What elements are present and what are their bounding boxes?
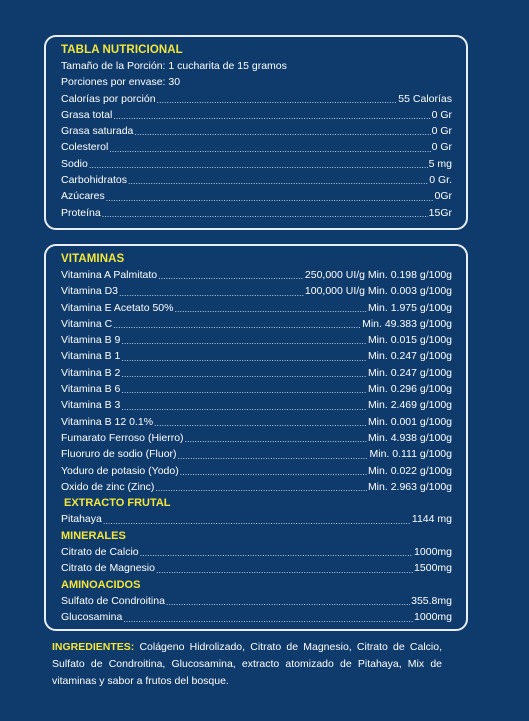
vitamin-row-label: Vitamina B 9 <box>61 334 121 347</box>
dot-leader <box>121 334 367 348</box>
vitamin-row-value: Min. 0.247 g/100g <box>367 366 452 379</box>
servings-per-container: Porciones por envase: 30 <box>61 76 181 89</box>
dot-leader <box>128 174 428 188</box>
nutrition-row-label: Grasa total <box>61 108 113 121</box>
vitamins-title: VITAMINAS <box>61 253 125 265</box>
vitamin-row <box>61 332 452 348</box>
mineral-row <box>61 544 452 560</box>
vitamin-row-value: Min. 0.001 g/100g <box>367 415 452 428</box>
dot-leader <box>180 465 367 479</box>
vitamin-row <box>61 414 452 430</box>
amino-acid-row <box>61 593 452 609</box>
nutrition-row <box>61 123 452 139</box>
nutrition-row-value: 55 Calorías <box>398 92 452 105</box>
dot-leader <box>113 109 430 123</box>
vitamin-row-value: 250,000 UI/g Min. 0.198 g/100g <box>304 269 452 281</box>
dot-leader <box>134 125 430 139</box>
amino-acid-row-label: Sulfato de Condroitina <box>61 594 165 607</box>
amino-acid-row <box>61 609 452 625</box>
vitamin-row-value: Min. 2.963 g/100g <box>367 480 452 493</box>
mineral-row-value: 1500mg <box>414 562 452 575</box>
vitamin-row-label: Vitamina B 6 <box>61 383 121 396</box>
nutrition-row <box>61 91 452 107</box>
mineral-rows <box>61 544 452 577</box>
vitamin-row-label: Yoduro de potasio (Yodo) <box>61 464 179 477</box>
vitamin-row <box>61 267 452 283</box>
dot-leader <box>113 318 361 332</box>
nutrition-row-value: 0 Gr <box>431 141 452 154</box>
nutrition-row <box>61 156 452 172</box>
dot-leader <box>121 383 367 397</box>
vitamin-row-value: Min. 2.469 g/100g <box>367 399 452 412</box>
dot-leader <box>121 367 367 381</box>
dot-leader <box>106 191 434 205</box>
dot-leader <box>109 142 430 156</box>
nutrition-row-label: Colesterol <box>61 141 109 154</box>
nutrition-row <box>61 107 452 123</box>
ingredients-paragraph <box>52 639 442 690</box>
fruit-extract-row-value: 1144 mg <box>411 513 452 526</box>
vitamin-row <box>61 348 452 364</box>
dot-leader <box>89 158 428 172</box>
nutrition-row-label: Carbohidratos <box>61 174 127 187</box>
vitamin-row-label: Vitamina B 1 <box>61 350 121 363</box>
vitamin-row-label: Vitamina E Acetato 50% <box>61 301 174 314</box>
fruit-extract-rows <box>61 511 452 527</box>
vitamin-row-value: Min. 0.247 g/100g <box>367 350 452 363</box>
mineral-row-label: Citrato de Calcio <box>61 546 139 559</box>
ingredients-text: Colágeno Hidrolizado, Citrato de Magnesio, Citrato de Calcio, Sulfato de Condroitina, Glucosamina, extracto atomizado de Pitahaya, Mix de vitaminas y sabor a frutos del bosque. <box>52 641 442 687</box>
nutrition-rows <box>61 91 452 221</box>
dot-leader <box>155 481 367 495</box>
ingredients-label: INGREDIENTES: <box>52 641 135 653</box>
fruit-extract-row <box>61 511 452 527</box>
vitamin-row <box>61 316 452 332</box>
vitamin-row-value: Min. 1.975 g/100g <box>367 301 452 314</box>
dot-leader <box>103 514 411 528</box>
nutrition-row-label: Grasa saturada <box>61 125 134 138</box>
vitamin-row-label: Vitamina C <box>61 317 113 330</box>
nutrition-row-label: Sodio <box>61 157 88 170</box>
nutrition-row-value: 0Gr <box>434 190 452 203</box>
nutrition-row-value: 5 mg <box>428 157 452 170</box>
vitamin-row-label: Vitamina B 2 <box>61 366 121 379</box>
vitamin-row <box>61 381 452 397</box>
dot-leader <box>157 93 398 107</box>
nutrition-row <box>61 205 452 221</box>
vitamin-row <box>61 300 452 316</box>
dot-leader <box>158 269 304 283</box>
nutrition-row-value: 0 Gr. <box>429 174 452 187</box>
minerals-title: MINERALES <box>61 529 126 542</box>
vitamin-row-value: Min. 0.296 g/100g <box>367 383 452 396</box>
vitamin-row <box>61 446 452 462</box>
dot-leader <box>102 207 428 221</box>
dot-leader <box>185 432 367 446</box>
vitamin-row <box>61 463 452 479</box>
vitamin-row <box>61 479 452 495</box>
dot-leader <box>154 416 367 430</box>
vitamin-row-value: 100,000 UI/g Min. 0.003 g/100g <box>304 285 452 298</box>
vitamin-row-label: Vitamina B 3 <box>61 399 121 412</box>
nutrition-table <box>44 35 468 230</box>
amino-acids-title: AMINOACIDOS <box>61 578 141 591</box>
vitamin-row-value: Min. 0.015 g/100g <box>367 334 452 347</box>
fruit-extract-row-label: Pitahaya <box>61 513 102 526</box>
vitamin-row-label: Oxido de zinc (Zinc) <box>61 480 155 493</box>
vitamin-row-label: Fluoruro de sodio (Fluor) <box>61 448 177 461</box>
vitamin-row-value: Min. 4.938 g/100g <box>367 431 452 444</box>
amino-acid-row-value: 355.8mg <box>411 594 452 607</box>
vitamin-row <box>61 430 452 446</box>
dot-leader <box>166 595 410 609</box>
dot-leader <box>140 546 413 560</box>
dot-leader <box>174 302 366 316</box>
fruit-extract-title: EXTRACTO FRUTAL <box>64 497 171 510</box>
vitamin-row-label: Vitamina A Palmitato <box>61 269 158 281</box>
nutrition-row <box>61 172 452 188</box>
vitamin-row-value: Min. 49.383 g/100g <box>362 317 452 330</box>
nutrition-row <box>61 188 452 204</box>
dot-leader <box>119 286 304 300</box>
vitamin-row-value: Min. 0.111 g/100g <box>369 448 452 461</box>
vitamin-row <box>61 397 452 413</box>
vitamins-table <box>44 244 468 631</box>
nutrition-row-value: 0 Gr <box>431 125 452 138</box>
dot-leader <box>178 449 369 463</box>
vitamin-row-value: Min. 0.022 g/100g <box>367 464 452 477</box>
nutrition-row-label: Proteína <box>61 206 101 219</box>
dot-leader <box>121 351 367 365</box>
nutrition-row-value: 0 Gr <box>431 108 452 121</box>
vitamin-row <box>61 365 452 381</box>
amino-acid-row-value: 1000mg <box>414 611 452 624</box>
nutrition-row-label: Calorías por porción <box>61 92 156 105</box>
nutrition-row <box>61 139 452 155</box>
mineral-row <box>61 560 452 576</box>
nutrition-table-title: TABLA NUTRICIONAL <box>61 44 183 56</box>
nutrition-row-label: Azúcares <box>61 190 105 203</box>
serving-size: Tamaño de la Porción: 1 cucharita de 15 gramos <box>61 60 287 72</box>
mineral-row-value: 1000mg <box>414 546 452 559</box>
mineral-row-label: Citrato de Magnesio <box>61 562 155 575</box>
dot-leader <box>156 563 413 577</box>
dot-leader <box>123 612 413 626</box>
vitamin-row-label: Fumarato Ferroso (Hierro) <box>61 431 184 444</box>
amino-acid-row-label: Glucosamina <box>61 611 123 624</box>
vitamin-rows <box>61 267 452 495</box>
vitamin-row-label: Vitamina B 12 0.1% <box>61 415 154 428</box>
nutrition-row-value: 15Gr <box>428 206 452 219</box>
vitamin-row-label: Vitamina D3 <box>61 285 119 298</box>
vitamin-row <box>61 283 452 299</box>
amino-acid-rows <box>61 593 452 626</box>
dot-leader <box>121 400 367 414</box>
